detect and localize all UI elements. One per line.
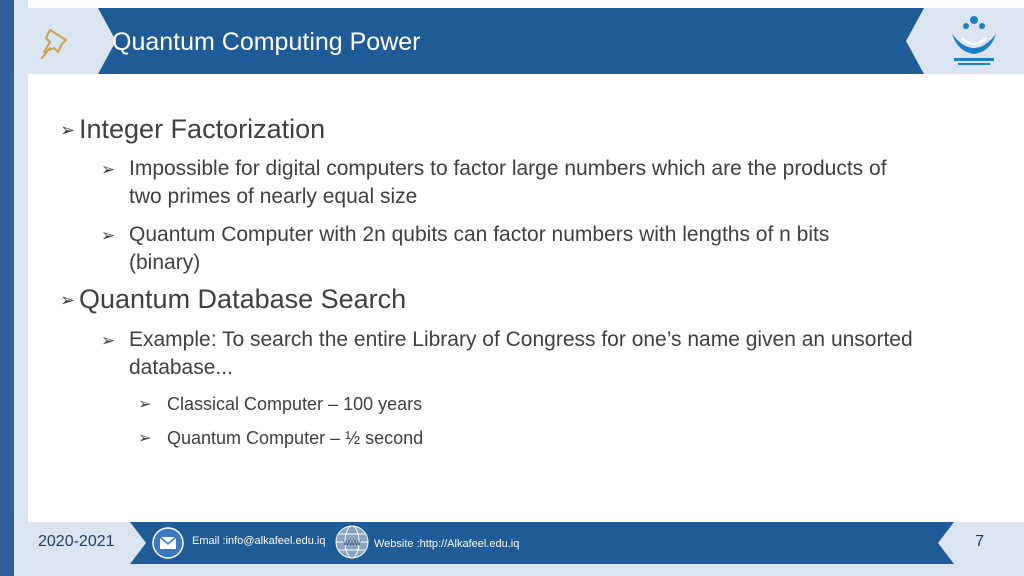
arrow-bullet-icon: ➢ [101, 160, 116, 179]
arrow-bullet-icon: ➢ [60, 290, 76, 310]
bottom-strip [28, 564, 1024, 576]
bullet-level3: Quantum Computer – ½ second [167, 428, 424, 448]
bullet-level2: Example: To search the entire Library of Congress for one’s name given an unsorted [129, 328, 913, 351]
arrow-bullet-icon: ➢ [101, 331, 116, 350]
email-link[interactable]: Email :info@alkafeel.edu.iq [192, 535, 326, 547]
footer-page-box [954, 522, 1024, 564]
bullet-level3: Classical Computer – 100 years [167, 394, 423, 414]
arrow-bullet-icon: ➢ [138, 396, 152, 413]
footer-year: 2020-2021 [38, 533, 115, 550]
bullet-level2: Impossible for digital computers to factor large numbers which are the products of [129, 157, 887, 180]
globe-icon [334, 524, 370, 560]
footer-page-arrow [938, 522, 954, 564]
bullet-level1: Integer Factorization [79, 114, 326, 144]
bullet-level2-cont: database... [129, 356, 233, 379]
arrow-bullet-icon: ➢ [138, 430, 152, 447]
page-title: Quantum Computing Power [112, 28, 421, 56]
footer-year-arrow [130, 522, 146, 564]
arrow-bullet-icon: ➢ [101, 226, 116, 245]
page-number: 7 [975, 533, 984, 550]
envelope-icon [152, 527, 184, 559]
bullet-level2: Quantum Computer with 2n qubits can factor numbers with lengths of n bits [129, 223, 830, 246]
website-link[interactable]: Website :http://Alkafeel.edu.iq [374, 538, 520, 550]
bullet-level2-cont: two primes of nearly equal size [129, 185, 418, 208]
bullet-level2-cont: (binary) [129, 251, 201, 274]
bullet-level1: Quantum Database Search [79, 284, 407, 314]
arrow-bullet-icon: ➢ [60, 120, 76, 140]
svg-text:www: www [343, 538, 361, 547]
